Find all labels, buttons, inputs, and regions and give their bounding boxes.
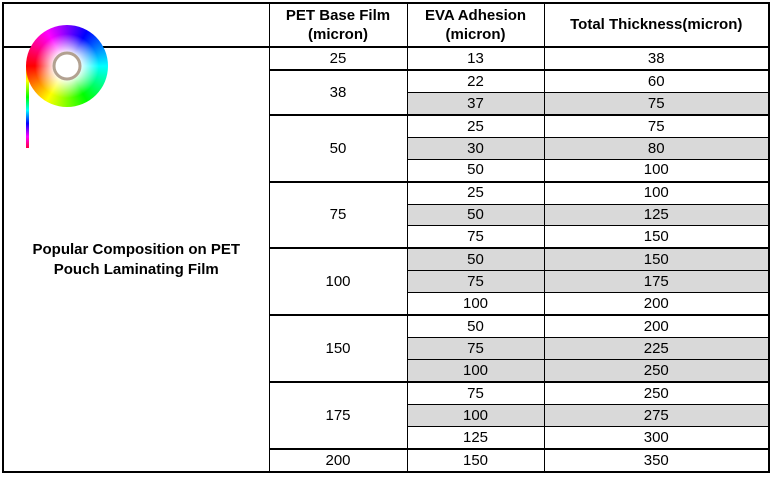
pet-base-film-cell: 25: [269, 47, 407, 70]
sidebar-title-line1: Popular Composition on PET: [32, 241, 240, 258]
total-thickness-cell: 60: [544, 70, 769, 92]
pet-base-film-cell: 38: [269, 70, 407, 115]
total-thickness-cell: 300: [544, 426, 769, 448]
eva-adhesion-cell: 50: [407, 159, 544, 181]
eva-header-line2: (micron): [445, 26, 506, 43]
eva-adhesion-cell: 75: [407, 226, 544, 248]
pet-header-line2: (micron): [308, 26, 368, 43]
eva-adhesion-cell: 100: [407, 293, 544, 315]
total-thickness-cell: 100: [544, 159, 769, 181]
total-thickness-cell: 80: [544, 137, 769, 159]
eva-adhesion-cell: 75: [407, 382, 544, 404]
eva-adhesion-cell: 100: [407, 360, 544, 382]
pet-base-film-cell: 175: [269, 382, 407, 449]
eva-adhesion-cell: 25: [407, 115, 544, 137]
eva-header-line1: EVA Adhesion: [424, 6, 527, 24]
eva-adhesion-cell: 50: [407, 204, 544, 226]
total-thickness-cell: 225: [544, 338, 769, 360]
pet-base-film-header: [269, 3, 407, 47]
sidebar-title-line2: Pouch Laminating Film: [53, 260, 219, 278]
total-thickness-cell: 75: [544, 92, 769, 114]
eva-adhesion-header: [407, 3, 544, 47]
total-thickness-cell: 125: [544, 204, 769, 226]
spec-table: [2, 2, 770, 473]
eva-adhesion-cell: 50: [407, 315, 544, 337]
eva-adhesion-cell: 75: [407, 338, 544, 360]
pet-base-film-cell: 50: [269, 115, 407, 182]
total-thickness-cell: 175: [544, 271, 769, 293]
pet-base-film-cell: 200: [269, 449, 407, 472]
total-thickness-cell: 200: [544, 315, 769, 337]
pet-header-line1: PET Base Film: [285, 6, 391, 24]
total-thickness-cell: 75: [544, 115, 769, 137]
total-thickness-cell: 250: [544, 382, 769, 404]
pet-base-film-cell: 100: [269, 248, 407, 315]
image-column-header: [3, 3, 269, 47]
eva-adhesion-cell: 50: [407, 248, 544, 270]
total-thickness-cell: 150: [544, 226, 769, 248]
pet-base-film-cell: 150: [269, 315, 407, 382]
total-thickness-cell: 275: [544, 404, 769, 426]
total-thickness-cell: 350: [544, 449, 769, 472]
table-body: [3, 47, 769, 472]
total-thickness-cell: 38: [544, 47, 769, 70]
header-row: [3, 3, 769, 47]
eva-adhesion-cell: 13: [407, 47, 544, 70]
eva-adhesion-cell: 37: [407, 92, 544, 114]
sidebar-title-cell: [3, 47, 269, 472]
table-row: [3, 47, 769, 70]
eva-adhesion-cell: 22: [407, 70, 544, 92]
total-thickness-cell: 250: [544, 360, 769, 382]
eva-adhesion-cell: 25: [407, 182, 544, 204]
eva-adhesion-cell: 30: [407, 137, 544, 159]
total-thickness-header: Total Thickness(micron): [544, 3, 769, 47]
eva-adhesion-cell: 125: [407, 426, 544, 448]
total-thickness-cell: 100: [544, 182, 769, 204]
eva-adhesion-cell: 100: [407, 404, 544, 426]
total-thickness-cell: 200: [544, 293, 769, 315]
total-thickness-cell: 150: [544, 248, 769, 270]
eva-adhesion-cell: 75: [407, 271, 544, 293]
eva-adhesion-cell: 150: [407, 449, 544, 472]
pet-base-film-cell: 75: [269, 182, 407, 249]
